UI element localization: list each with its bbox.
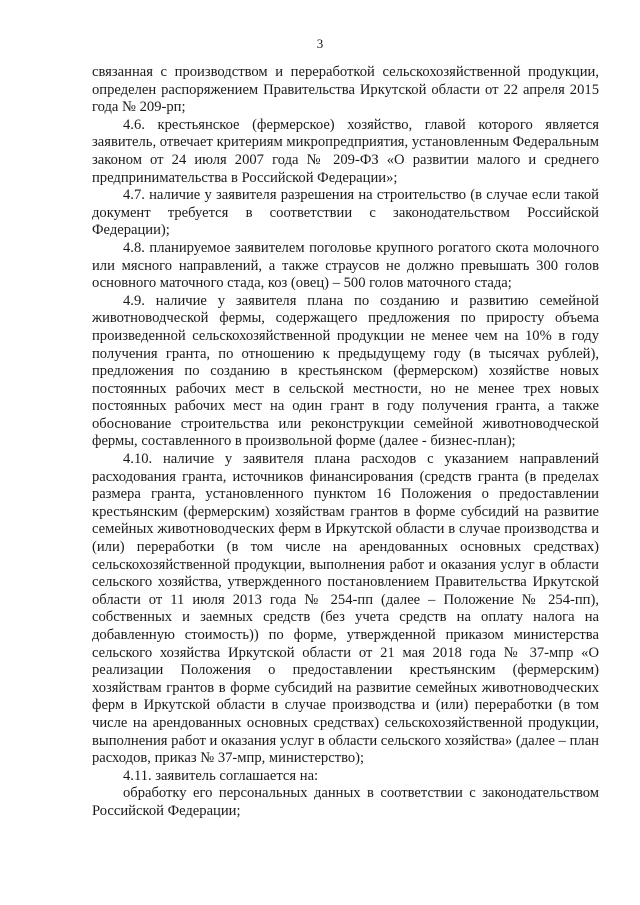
paragraph-consent-personal-data: обработку его персональных данных в соответствии с законодательством Российской Федерации;: [92, 785, 599, 819]
document-body: [92, 64, 599, 821]
page-number: 3: [316, 36, 324, 51]
paragraph-4-10: 4.10. наличие у заявителя плана расходов с указанием направлений расходования гранта, источников финансирования (средств гранта (в пределах размера гранта, установленного пунктом 16 Положения о предоставлении крестьянским (фермерским) хозяйствам грантов в форме субсидий на развитие семейных животноводческих ферм в Иркутской области в случае производства и (или) переработки (в том числе на арендованных основных средствах) сельскохозяйственной продукции, выполнения работ и оказания услуг в области сельского хозяйства, утвержденного постановлением Правительства Иркутской области от 11 июля 2013 года № 254-пп (далее – Положение № 254-пп), собственных и заемных средств (без учета средств на оплату налога на добавленную стоимость)) по форме, утвержденной приказом министерства сельского хозяйства Иркутской области от 21 мая 2018 года № 37-мпр «О реализации Положения о предоставлении крестьянским (фермерским) хозяйствам грантов в форме субсидий на развитие семейных животноводческих ферм в Иркутской области в случае производства и (или) переработки (в том числе на арендованных основных средствах) сельскохозяйственной продукции, выполнения работ и оказания услуг в области сельского хозяйства» (далее – план расходов, приказ № 37-мпр, министерство);: [92, 451, 599, 767]
paragraph-4-9: 4.9. наличие у заявителя плана по созданию и развитию семейной животноводческой фермы, содержащего предложения по приросту объема произведенной сельскохозяйственной продукции не менее чем на 10% в году получения гранта, по отношению к предыдущему году (в тысячах рублей), предложения по созданию в крестьянском (фермерском) хозяйстве новых постоянных рабочих мест в сельской местности, но не менее трех новых постоянных рабочих мест на один грант в году получения гранта, а также обоснование строительства или реконструкции семейной животноводческой фермы, составленного в произвольной форме (далее - бизнес-план);: [92, 292, 599, 450]
paragraph-4-8: 4.8. планируемое заявителем поголовье крупного рогатого скота молочного или мясного направлений, а также страусов не должно превышать 300 голов основного маточного стада, коз (овец) – 500 голов маточного стада;: [92, 239, 599, 292]
paragraph-continuation: связанная с производством и переработкой сельскохозяйственной продукции, определен распоряжением Правительства Иркутской области от 22 апреля 2015 года № 209-рп;: [92, 64, 599, 116]
paragraph-4-11: 4.11. заявитель соглашается на:: [123, 767, 319, 784]
paragraph-4-6: 4.6. крестьянское (фермерское) хозяйство, главой которого является заявитель, отвечает критериям микропредприятия, установленным Федеральным законом от 24 июля 2007 года № 209-ФЗ «О развитии малого и среднего предпринимательства в Российской Федерации»;: [92, 116, 599, 186]
paragraph-4-7: 4.7. наличие у заявителя разрешения на строительство (в случае если такой документ требуется в соответствии с законодательством Российской Федерации);: [92, 187, 599, 239]
